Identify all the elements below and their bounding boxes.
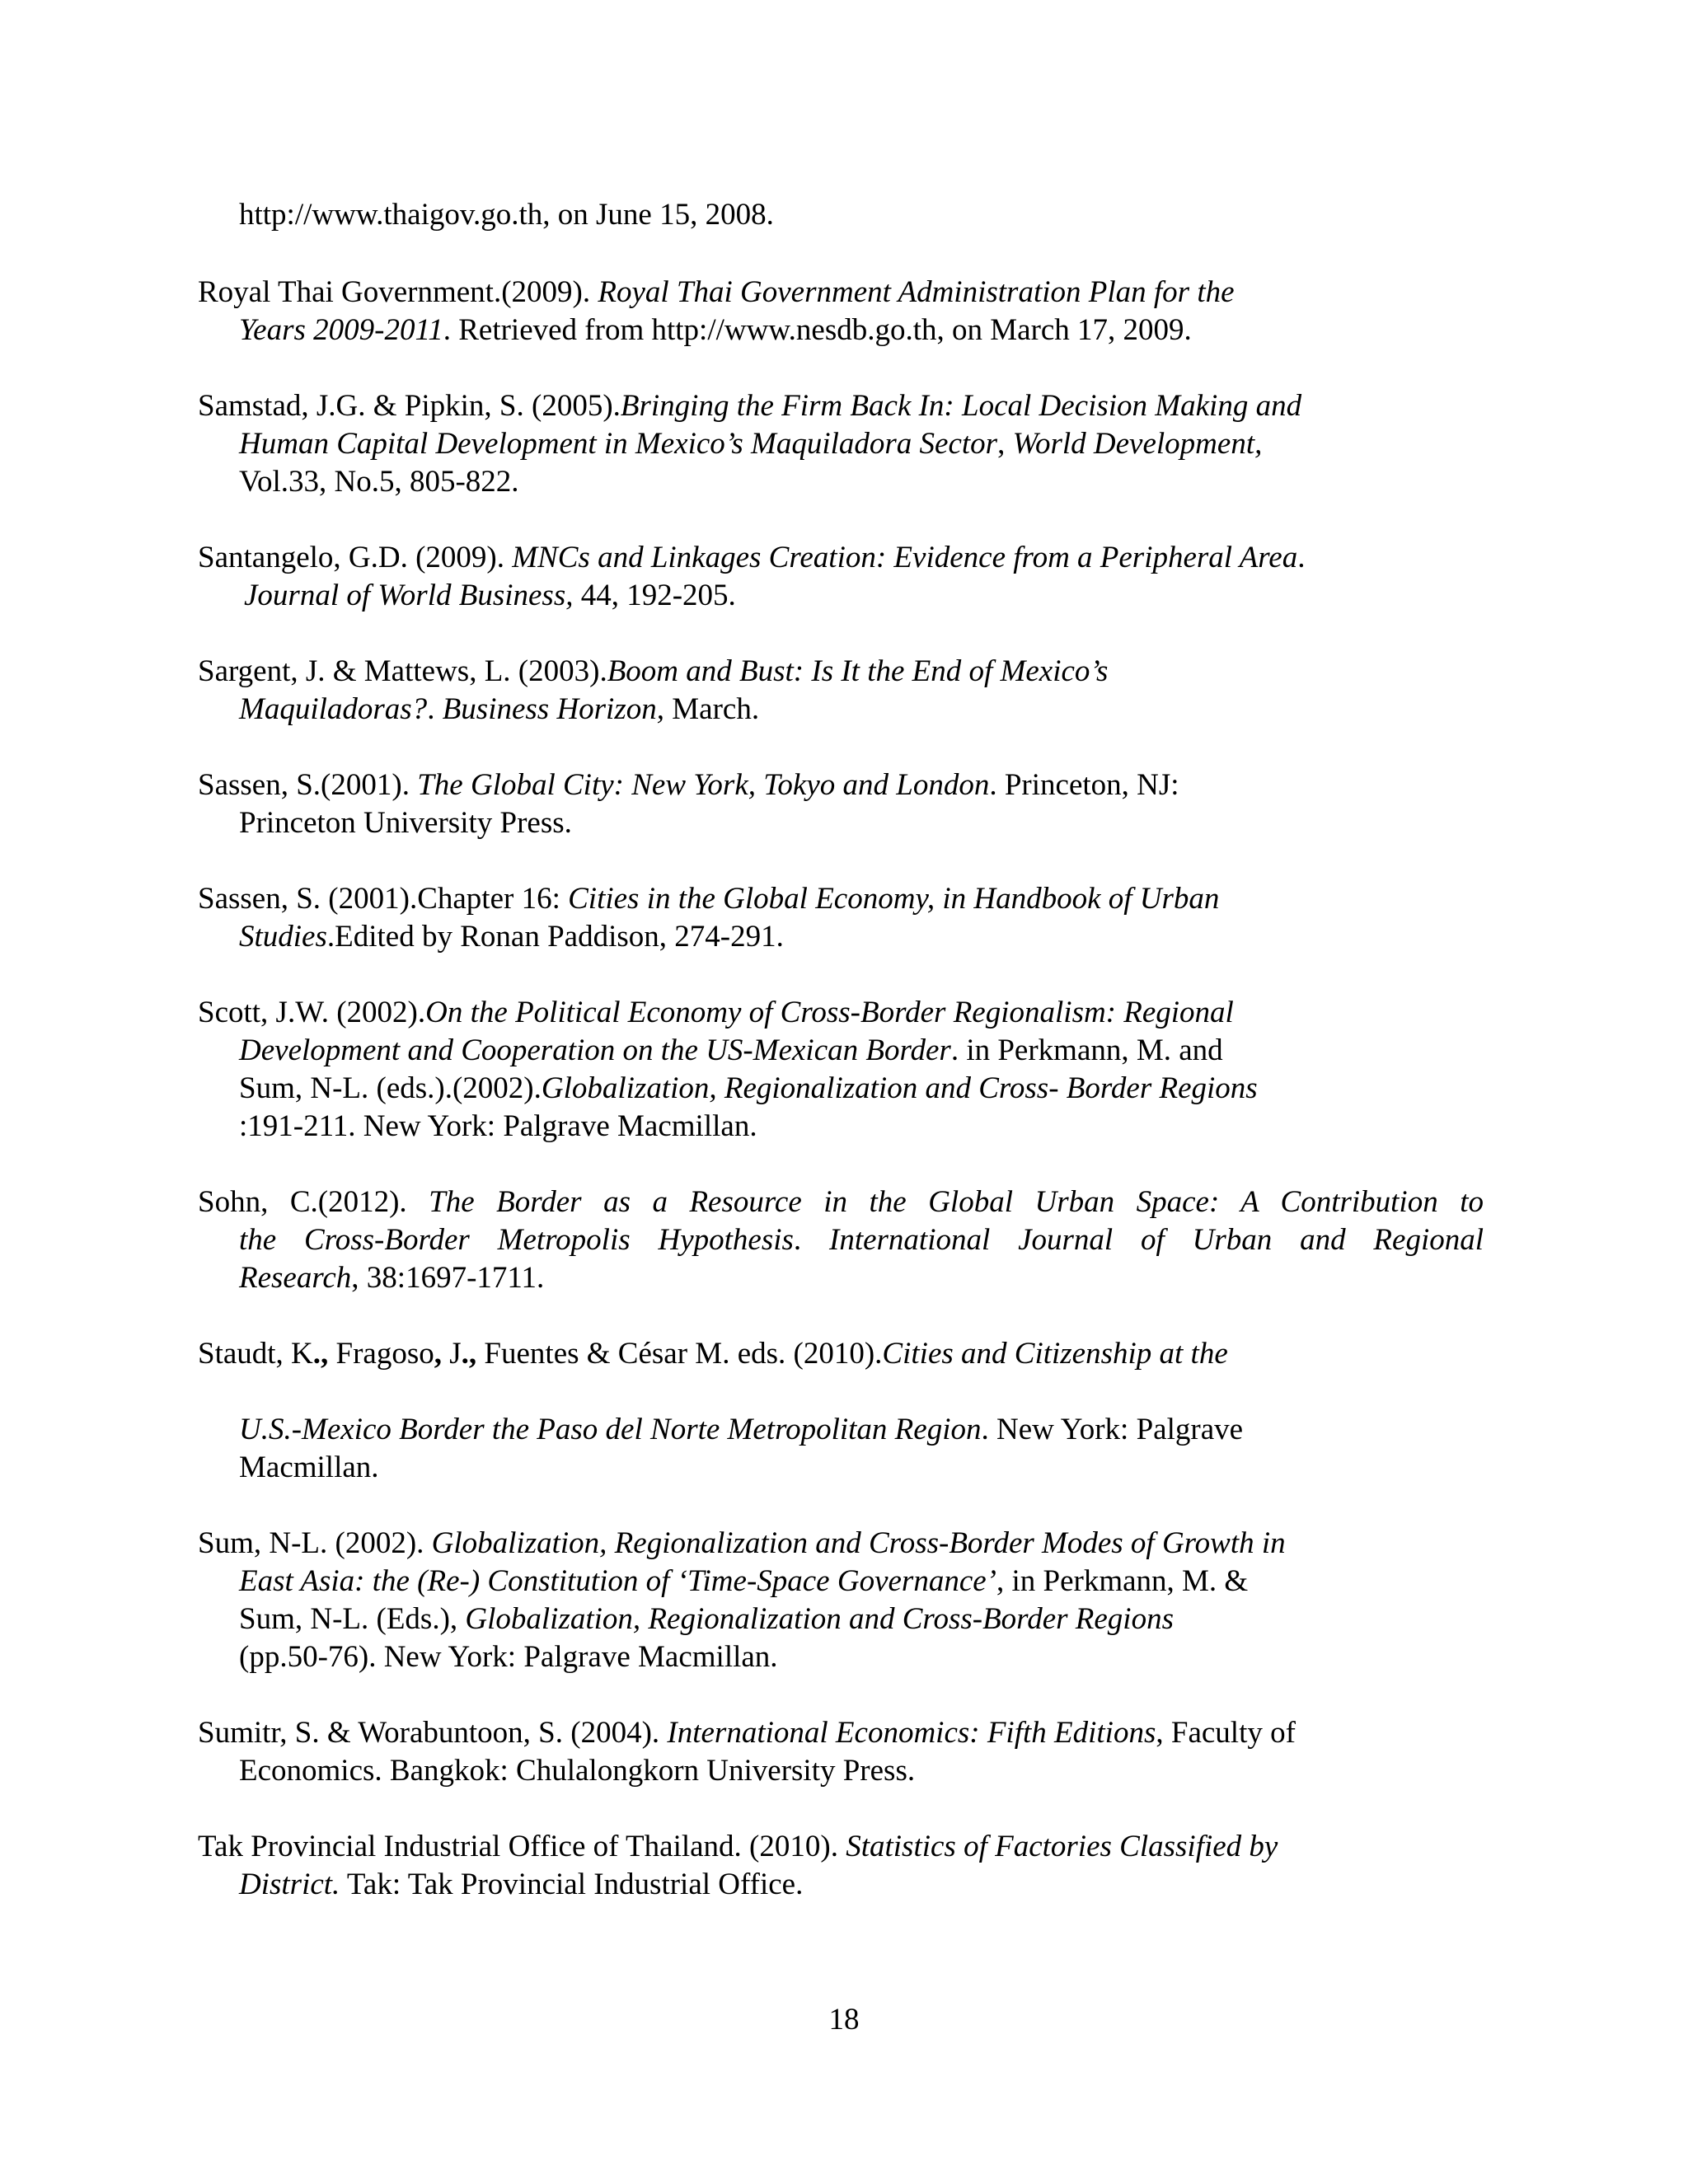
reference-author: Scott, J.W. (2002).	[198, 996, 426, 1029]
reference-entry-thaigov	[198, 196, 1484, 234]
reference-book-title: Globalization, Regionalization and Cross-Border Regions	[465, 1602, 1174, 1636]
reference-title: U.S.-Mexico Border the Paso del Norte Metropolitan Region	[239, 1413, 982, 1446]
reference-punctuation: .,	[461, 1337, 477, 1371]
reference-source: .Edited by Ronan Paddison, 274-291.	[326, 920, 784, 954]
reference-line	[198, 766, 1484, 804]
reference-author: Sum, N-L. (2002).	[198, 1526, 432, 1560]
reference-source: March.	[664, 692, 760, 726]
reference-punctuation: .	[793, 1223, 829, 1257]
reference-title: Maquiladoras?	[239, 692, 428, 726]
reference-title: the Cross-Border Metropolis Hypothesis	[239, 1223, 794, 1257]
reference-line	[198, 1828, 1484, 1866]
reference-punctuation: .	[1297, 541, 1306, 574]
reference-line: :191-211. New York: Palgrave Macmillan.	[239, 1109, 757, 1143]
reference-journal: World Development,	[1012, 427, 1263, 461]
reference-entry-samstad	[198, 387, 1484, 501]
reference-title: Bringing the Firm Back In: Local Decision Making and	[620, 389, 1302, 423]
reference-line	[198, 1563, 1484, 1601]
reference-editors: Sum, N-L. (eds.).(2002).	[239, 1071, 542, 1105]
reference-line	[198, 1032, 1484, 1070]
reference-title: Development and Cooperation on the US-Mexican Border	[239, 1033, 951, 1067]
reference-punctuation: .,	[312, 1337, 329, 1371]
reference-line	[198, 274, 1484, 312]
reference-journal: Business Horizon,	[442, 692, 664, 726]
reference-line: Princeton University Press.	[239, 806, 572, 840]
reference-line	[198, 653, 1484, 691]
reference-punctuation: ,	[434, 1337, 443, 1371]
reference-entry-sargent	[198, 653, 1484, 729]
reference-title: Boom and Bust: Is It the End of Mexico’s	[607, 654, 1109, 688]
reference-journal: Journal of World Business,	[244, 579, 574, 612]
reference-title: The Border as a Resource in the Global Urban Space: A Contribution to	[429, 1185, 1484, 1219]
reference-entry-sohn	[198, 1183, 1484, 1297]
blank-line	[198, 1373, 1484, 1411]
reference-line	[198, 918, 1484, 956]
reference-line	[198, 880, 1484, 918]
reference-title: Cities and Citizenship at the	[882, 1337, 1228, 1371]
reference-line	[198, 691, 1484, 729]
reference-line	[198, 312, 1484, 349]
reference-line	[198, 387, 1484, 425]
reference-title: Years 2009-2011	[239, 313, 443, 347]
reference-line	[198, 1866, 1484, 1904]
reference-line: (pp.50-76). New York: Palgrave Macmillan.	[239, 1640, 778, 1674]
reference-punctuation: ,	[997, 427, 1013, 461]
reference-author: Fragoso	[328, 1337, 434, 1371]
reference-source: . New York: Palgrave	[981, 1413, 1244, 1446]
reference-journal: Research	[239, 1261, 352, 1295]
reference-title: East Asia: the (Re-) Constitution of ‘Time-Space Governance’	[239, 1564, 996, 1598]
reference-author: Samstad, J.G. & Pipkin, S. (2005).	[198, 389, 621, 423]
reference-author: Fuentes & César M. eds. (2010).	[476, 1337, 883, 1371]
reference-list	[198, 196, 1484, 1942]
reference-line	[198, 994, 1484, 1032]
page-number: 18	[828, 2003, 860, 2036]
reference-title: MNCs and Linkages Creation: Evidence from a Peripheral Area	[512, 541, 1298, 574]
reference-line: http://www.thaigov.go.th, on June 15, 2008.	[239, 198, 774, 232]
reference-entry-sassen-global-city	[198, 766, 1484, 842]
reference-source: , Faculty of	[1156, 1716, 1296, 1750]
reference-title: Human Capital Development in Mexico’s Maquiladora Sector	[239, 427, 998, 461]
reference-author: Sohn, C.(2012).	[198, 1185, 429, 1219]
reference-entry-sumitr	[198, 1714, 1484, 1790]
reference-author: Sargent, J. & Mattews, L. (2003).	[198, 654, 607, 688]
reference-author: Royal Thai Government.(2009).	[198, 275, 598, 309]
reference-source: . Retrieved from http://www.nesdb.go.th, on March 17, 2009.	[443, 313, 1192, 347]
reference-source: , 38:1697-1711.	[351, 1261, 545, 1295]
reference-author: Staudt, K	[198, 1337, 313, 1371]
reference-entry-scott	[198, 994, 1484, 1146]
reference-entry-sassen-chapter	[198, 880, 1484, 956]
reference-line	[198, 1259, 1484, 1297]
reference-line	[198, 1411, 1484, 1449]
reference-title: Studies	[239, 920, 327, 954]
reference-book-title: Globalization, Regionalization and Cross- Border Regions	[541, 1071, 1258, 1105]
reference-punctuation: .	[427, 692, 443, 726]
reference-entry-staudt	[198, 1335, 1484, 1487]
reference-title: Statistics of Factories Classified by	[846, 1830, 1278, 1863]
reference-entry-tak	[198, 1828, 1484, 1904]
reference-author: Sassen, S. (2001).Chapter 16:	[198, 882, 569, 916]
reference-title: International Economics: Fifth Editions	[667, 1716, 1156, 1750]
reference-line	[198, 1070, 1484, 1108]
reference-author: J	[442, 1337, 462, 1371]
reference-title: Royal Thai Government Administration Plan for the	[598, 275, 1235, 309]
reference-line: Vol.33, No.5, 805-822.	[239, 465, 519, 499]
reference-entry-royal-thai-government	[198, 274, 1484, 349]
reference-title: Globalization, Regionalization and Cross-Border Modes of Growth in	[431, 1526, 1286, 1560]
reference-author: Santangelo, G.D. (2009).	[198, 541, 513, 574]
reference-author: Tak Provincial Industrial Office of Thailand. (2010).	[198, 1830, 846, 1863]
reference-author: Sassen, S.(2001).	[198, 768, 418, 802]
reference-title: District.	[239, 1868, 340, 1901]
reference-line	[198, 1601, 1484, 1638]
reference-author: Sumitr, S. & Worabuntoon, S. (2004).	[198, 1716, 668, 1750]
reference-entry-santangelo	[198, 539, 1484, 615]
reference-line	[198, 539, 1484, 577]
reference-source: 44, 192-205.	[573, 579, 736, 612]
reference-source: Tak: Tak Provincial Industrial Office.	[340, 1868, 804, 1901]
reference-editors: Sum, N-L. (Eds.),	[239, 1602, 466, 1636]
reference-entry-sum	[198, 1525, 1484, 1676]
reference-source: . in Perkmann, M. and	[950, 1033, 1223, 1067]
reference-title: Cities in the Global Economy, in Handbook of Urban	[568, 882, 1220, 916]
reference-line	[198, 425, 1484, 463]
reference-line	[198, 1221, 1484, 1259]
reference-line: Economics. Bangkok: Chulalongkorn University Press.	[239, 1754, 916, 1788]
reference-line	[198, 1335, 1484, 1373]
reference-line	[198, 1525, 1484, 1563]
reference-title: On the Political Economy of Cross-Border Regionalism: Regional	[425, 996, 1234, 1029]
reference-title: The Global City: New York, Tokyo and London	[417, 768, 990, 802]
reference-source: . Princeton, NJ:	[989, 768, 1179, 802]
reference-line	[198, 1714, 1484, 1752]
reference-line	[198, 1183, 1484, 1221]
reference-journal: International Journal of Urban and Regional	[829, 1223, 1484, 1257]
reference-source: , in Perkmann, M. &	[996, 1564, 1249, 1598]
reference-line: Macmillan.	[239, 1451, 379, 1484]
reference-line	[198, 577, 1484, 615]
